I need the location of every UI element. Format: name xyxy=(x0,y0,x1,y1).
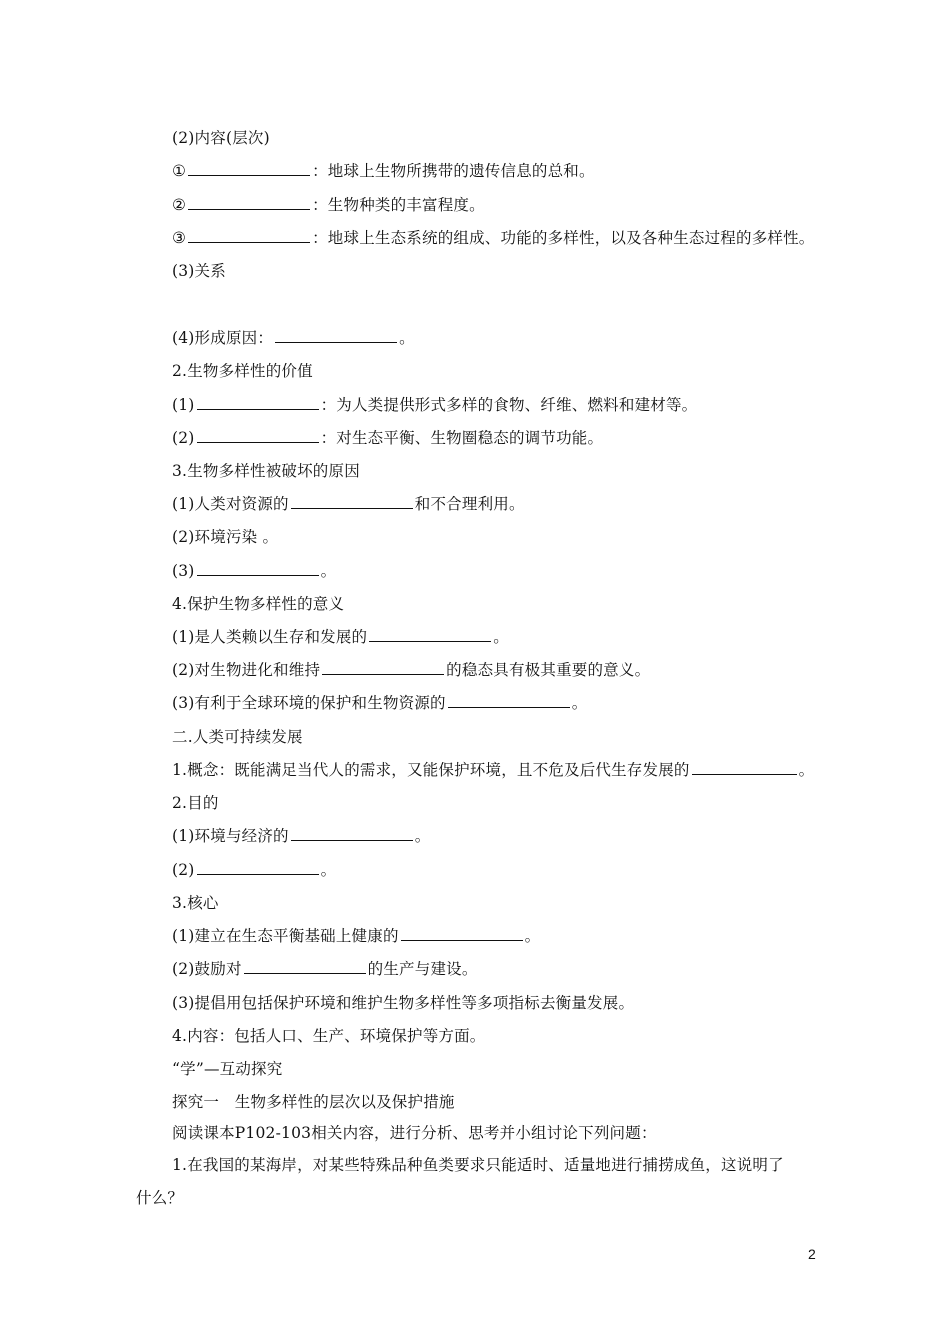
line-text: (4)形成原因： xyxy=(172,329,274,347)
section-heading xyxy=(172,793,219,813)
fill-blank[interactable] xyxy=(244,959,366,974)
text-line xyxy=(172,128,270,148)
line-text: (3)有利于全球环境的保护和生物资源的 xyxy=(172,694,446,712)
line-text: 2.目的 xyxy=(172,794,219,812)
text-line xyxy=(172,860,336,880)
line-text: 3.核心 xyxy=(172,894,219,912)
line-text: 。 xyxy=(320,562,337,580)
line-text: 和不合理利用。 xyxy=(414,495,525,513)
line-text: 什么？ xyxy=(136,1189,184,1207)
line-text: (3)提倡用包括保护环境和维护生物多样性等多项指标去衡量发展。 xyxy=(172,994,635,1012)
text-line xyxy=(172,494,525,514)
line-text: (1)建立在生态平衡基础上健康的 xyxy=(172,927,399,945)
section-heading xyxy=(172,1092,455,1112)
line-text: 3.生物多样性被破坏的原因 xyxy=(172,462,360,480)
fill-blank[interactable] xyxy=(188,195,310,210)
fill-blank[interactable] xyxy=(188,228,310,243)
line-text: 1.概念：既能满足当代人的需求，又能保护环境，且不危及后代生存发展的 xyxy=(172,761,690,779)
fill-blank[interactable] xyxy=(322,660,444,675)
line-text: 探究一 生物多样性的层次以及保护措施 xyxy=(172,1093,455,1111)
line-text: 。 xyxy=(798,761,815,779)
fill-blank[interactable] xyxy=(692,760,797,775)
fill-blank[interactable] xyxy=(275,328,397,343)
fill-blank[interactable] xyxy=(197,395,319,410)
fill-blank[interactable] xyxy=(291,826,413,841)
line-text: (2)内容(层次) xyxy=(172,129,270,147)
question-line xyxy=(136,1188,183,1208)
text-line xyxy=(172,826,430,846)
page-number: 2 xyxy=(808,1246,816,1262)
text-line xyxy=(172,527,278,547)
line-text: 4.保护生物多样性的意义 xyxy=(172,595,345,613)
text-line xyxy=(172,760,814,780)
line-text: (3)关系 xyxy=(172,262,226,280)
section-heading xyxy=(172,461,360,481)
line-text: 4.内容：包括人口、生产、环境保护等方面。 xyxy=(172,1027,486,1045)
line-text: ：地球上生物所携带的遗传信息的总和。 xyxy=(312,162,595,180)
section-heading xyxy=(172,727,303,747)
text-line xyxy=(172,1026,486,1046)
line-text: 。 xyxy=(571,694,588,712)
section-heading xyxy=(172,1059,282,1079)
line-text: 1.在我国的某海岸，对某些特殊品种鱼类要求只能适时、适量地进行捕捞成鱼，这说明了 xyxy=(172,1156,784,1174)
question-line xyxy=(172,1155,784,1175)
line-text: 。 xyxy=(399,329,415,347)
text-line xyxy=(172,693,587,713)
fill-blank[interactable] xyxy=(369,627,491,642)
line-text: “学”—互动探究 xyxy=(172,1060,283,1078)
text-line xyxy=(172,1123,657,1143)
fill-blank[interactable] xyxy=(448,693,570,708)
line-text: (2)对生物进化和维持 xyxy=(172,661,321,679)
text-line xyxy=(172,395,697,415)
fill-blank[interactable] xyxy=(188,161,310,176)
line-text: (1)环境与经济的 xyxy=(172,827,289,845)
fill-blank[interactable] xyxy=(197,860,319,875)
fill-blank[interactable] xyxy=(197,428,319,443)
text-line xyxy=(172,660,650,680)
text-line xyxy=(172,959,478,979)
line-text: (1)人类对资源的 xyxy=(172,495,289,513)
text-line xyxy=(172,328,415,348)
line-text: ① xyxy=(172,162,187,180)
line-text: ：生物种类的丰富程度。 xyxy=(312,196,485,214)
text-line xyxy=(172,627,509,647)
line-text: ③ xyxy=(172,229,187,247)
text-line xyxy=(172,195,485,215)
line-text: (1) xyxy=(172,396,195,414)
line-text: ：为人类提供形式多样的食物、纤维、燃料和建材等。 xyxy=(320,396,698,414)
line-text: (2)环境污染 。 xyxy=(172,528,279,546)
line-text: 的稳态具有极其重要的意义。 xyxy=(446,661,651,679)
line-text: (1)是人类赖以生存和发展的 xyxy=(172,628,368,646)
line-text: 二.人类可持续发展 xyxy=(172,728,303,746)
line-text: (2) xyxy=(172,861,195,879)
text-line xyxy=(172,428,603,448)
section-heading xyxy=(172,594,344,614)
section-heading xyxy=(172,361,313,381)
line-text: ：地球上生态系统的组成、功能的多样性，以及各种生态过程的多样性。 xyxy=(312,229,815,247)
section-heading xyxy=(172,893,219,913)
text-line xyxy=(172,228,815,248)
text-line xyxy=(172,261,226,281)
line-text: ② xyxy=(172,196,187,214)
line-text: 的生产与建设。 xyxy=(367,960,478,978)
line-text: (3) xyxy=(172,562,195,580)
line-text: (2)鼓励对 xyxy=(172,960,242,978)
line-text: 。 xyxy=(524,927,541,945)
fill-blank[interactable] xyxy=(291,494,413,509)
text-line xyxy=(172,926,540,946)
line-text: (2) xyxy=(172,429,195,447)
line-text: 。 xyxy=(414,827,431,845)
fill-blank[interactable] xyxy=(197,561,319,576)
line-text: ：对生态平衡、生物圈稳态的调节功能。 xyxy=(320,429,604,447)
text-line xyxy=(172,993,634,1013)
line-text: 2.生物多样性的价值 xyxy=(172,362,313,380)
text-line xyxy=(172,561,336,581)
line-text: 。 xyxy=(493,628,509,646)
line-text: 。 xyxy=(320,861,337,879)
fill-blank[interactable] xyxy=(401,926,523,941)
line-text: 阅读课本P102-103相关内容，进行分析、思考并小组讨论下列问题： xyxy=(172,1124,657,1142)
text-line xyxy=(172,161,595,181)
